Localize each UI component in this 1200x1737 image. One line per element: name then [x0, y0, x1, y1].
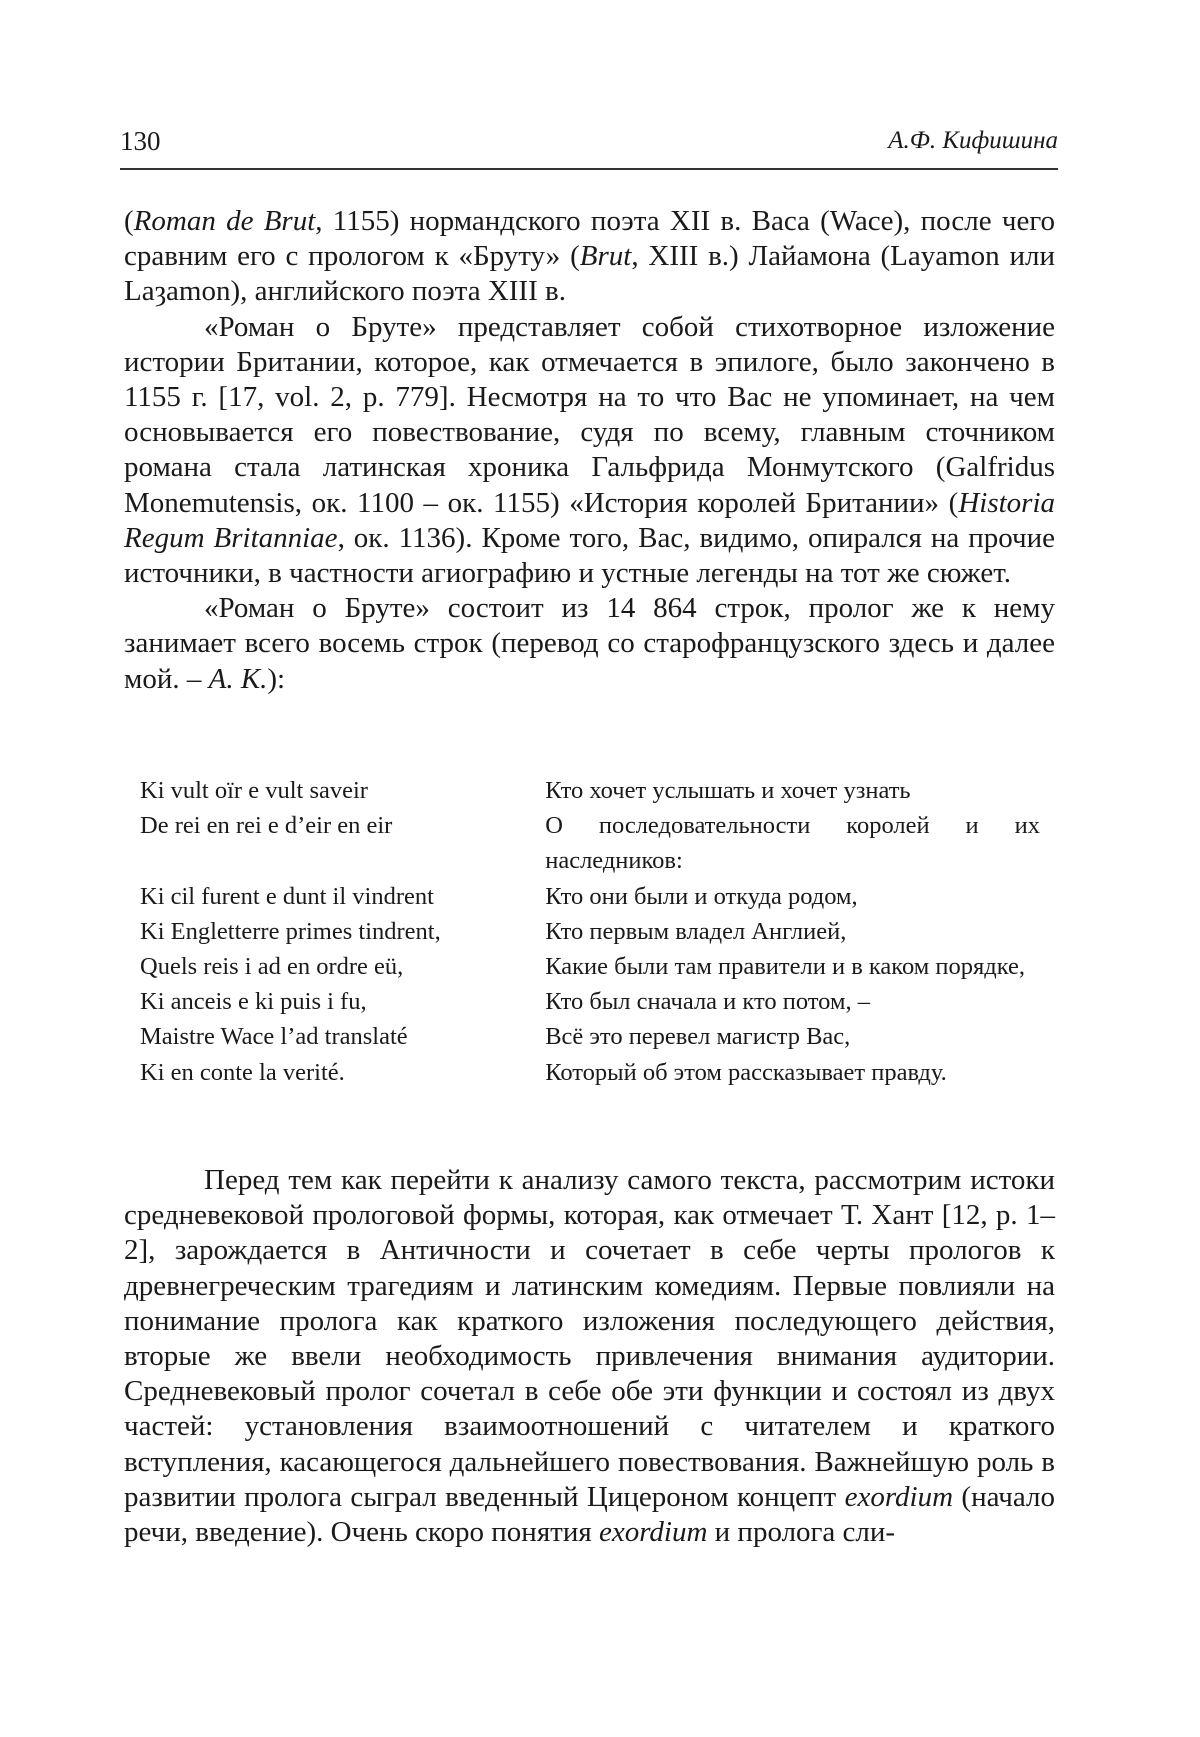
verse-original: Ki anceis e ki puis i fu,	[140, 988, 367, 1016]
verse-row	[140, 1055, 1040, 1090]
title-italic: Brut	[579, 240, 632, 273]
latin-term-italic: exordium	[844, 1480, 954, 1513]
verse-row	[140, 949, 1040, 984]
page-number: 130	[120, 126, 161, 156]
verse-row	[140, 808, 1040, 878]
body-text-top	[124, 204, 1055, 697]
verse-row	[140, 1019, 1040, 1054]
verse-original: Ki vult oïr e vult saveir	[140, 777, 368, 804]
verse-row	[140, 984, 1040, 1019]
verse-original: Ki Engletterre primes tindrent,	[140, 917, 441, 945]
title-italic: Roman de Brut	[133, 205, 316, 237]
verse-translation: Кто они были и откуда родом,	[545, 882, 858, 910]
verse-original: De rei en rei e d’eir en eir	[140, 812, 393, 840]
verse-translation: Который об этом рассказывает правду.	[545, 1058, 947, 1086]
verse-table	[140, 773, 1040, 1090]
verse-row	[140, 879, 1040, 914]
paragraph: Перед тем как перейти к анализу самого текста, рассмотрим истоки средневековой прологовой формы, которая, как отмечает Т. Хант [12, p. 1–2], зарождается в Античности и сочетает в себе черты прологов к древнегреческим трагедиям и латинским комедиям. Первые повлияли на понимание пролога как краткого изложения последующего действия, вторые же ввели необходимость привлечения внимания аудитории. Средневековый пролог сочетал в себе обе эти функции и состоял из двух частей: установления взаимоотношений с читателем и краткого вступления, касающегося дальнейшего повествования. Важнейшую роль в развитии пролога сыграл введенный Цицероном концепт exordium (начало речи, введение). Очень скоро понятия exordium и пролога сли-	[124, 1164, 1055, 1549]
running-head-author: А.Ф. Кифишина	[888, 127, 1058, 154]
latin-term-italic: exordium	[598, 1516, 708, 1549]
verse-original: Ki cil furent e dunt il vindrent	[140, 882, 434, 910]
verse-original: Quels reis i ad en ordre eü,	[140, 953, 404, 981]
verse-translation: Какие были там правители и в каком порядке,	[545, 953, 1026, 981]
verse-translation: Кто был сначала и кто потом, –	[545, 988, 870, 1016]
body-text-bottom	[124, 1163, 1055, 1550]
verse-translation: О последовательности королей и их наследников:	[545, 812, 1040, 875]
verse-translation: Кто первым владел Англией,	[545, 917, 847, 945]
paragraph: «Роман о Бруте» состоит из 14 864 строк, пролог же к нему занимает всего восемь строк (перевод со старофранцузского здесь и далее мой. – А. К.):	[124, 592, 1055, 695]
verse-original: Ki en conte la verité.	[140, 1058, 345, 1086]
paragraph: «Роман о Бруте» представляет собой стихотворное изложение истории Британии, которое, как отмечается в эпилоге, было закончено в 1155 г. [17, vol. 2, p. 779]. Несмотря на то что Вас не упоминает, на чем основывается его повествование, судя по всему, главным сточником романа стала латинская хроника Гальфрида Монмутского (Galfridus Monemutensis, ок. 1100 – ок. 1155) «История королей Британии» (Historia Regum Britanniae, ок. 1136). Кроме того, Вас, видимо, опирался на прочие источники, в частности агиографию и устные легенды на тот же сюжет.	[124, 310, 1055, 590]
verse-row	[140, 773, 1040, 808]
paragraph: (Roman de Brut, 1155) нормандского поэта XII в. Васа (Wace), после чего сравним его с прологом к «Бруту» (Brut, XIII в.) Лайамона (Layamon или Laȝamon), английского поэта XIII в.	[124, 205, 1056, 308]
title-italic: Historia Regum Britanniae	[124, 486, 1055, 554]
verse-translation: Кто хочет услышать и хочет узнать	[545, 777, 911, 804]
verse-translation: Всё это перевел магистр Вас,	[545, 1023, 851, 1051]
page-header	[120, 124, 1058, 170]
verse-original: Maistre Wace l’ad translaté	[140, 1023, 408, 1051]
author-initials-italic: А. К.	[208, 662, 268, 695]
verse-row	[140, 914, 1040, 949]
